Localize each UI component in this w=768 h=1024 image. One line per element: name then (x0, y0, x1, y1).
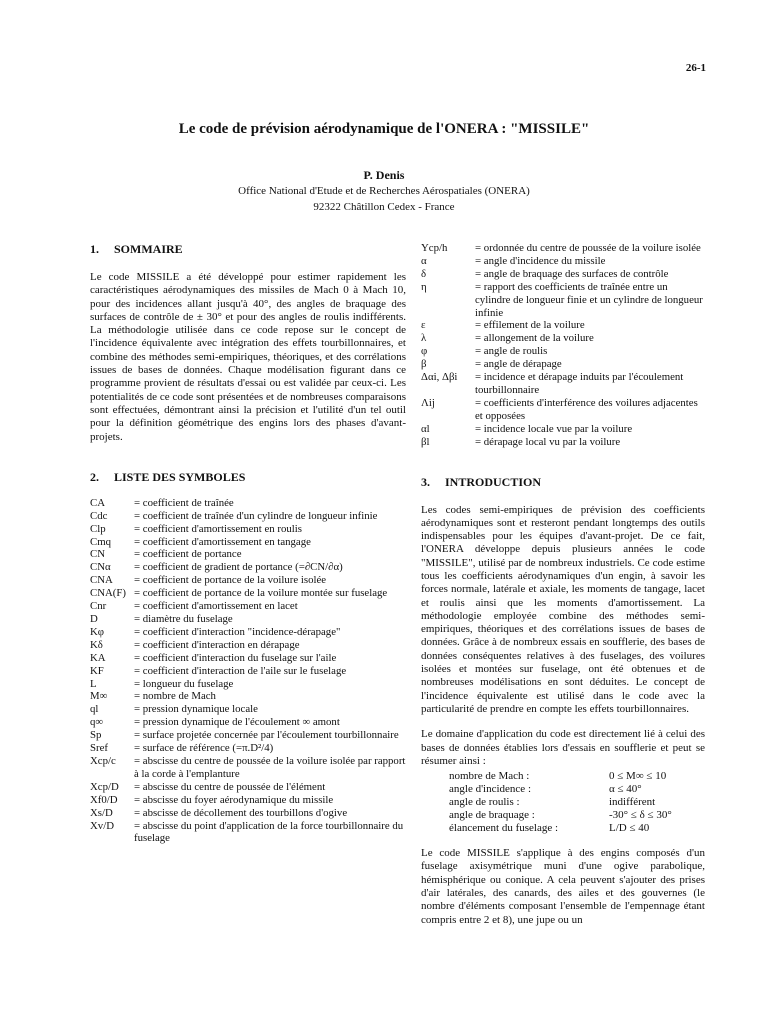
symbol-row (90, 613, 406, 626)
domain-row (449, 822, 705, 835)
symbol-key: CNA (90, 574, 113, 587)
symbol-row (421, 281, 705, 320)
symbol-definition: = diamètre du fuselage (134, 613, 233, 626)
symbol-definition: = coefficients d'interférence des voilures adjacentes et opposées (475, 396, 698, 422)
symbol-row (421, 332, 705, 345)
symbol-key: D (90, 613, 98, 626)
author-name: P. Denis (363, 168, 405, 182)
domain-label: angle de braquage : (449, 809, 535, 822)
symbol-definition: = coefficient de gradient de portance (=∂CN/∂α) (134, 561, 343, 574)
page-number: 26-1 (685, 62, 706, 74)
symbol-definition: = abscisse du foyer aérodynamique du missile (134, 793, 334, 806)
symbol-row (90, 742, 406, 755)
symbol-row (90, 600, 406, 613)
symbol-key: ql (90, 703, 99, 716)
symbol-definition: = incidence et dérapage induits par l'écoulement tourbillonnaire (475, 371, 684, 396)
symbol-row (90, 807, 406, 820)
domain-value: 0 ≤ M∞ ≤ 10 (609, 770, 667, 783)
symbol-definition: = abscisse du centre de poussée de la voilure isolée par rapport à la corde à l'emplanture (134, 754, 406, 780)
symbol-row (90, 820, 406, 846)
symbol-key: α (421, 254, 427, 267)
symbol-definition: = pression dynamique de l'écoulement ∞ amont (134, 716, 340, 729)
symbol-definition: = coefficient d'amortissement en lacet (134, 600, 298, 613)
domain-value: α ≤ 40° (609, 783, 642, 796)
symbol-key: CNA(F) (90, 587, 126, 600)
domain-row (449, 770, 705, 783)
symbol-row (90, 587, 406, 600)
symbol-row (90, 703, 406, 716)
symbol-row (90, 716, 406, 729)
symbol-key: Λij (421, 396, 435, 409)
symbol-definition: = coefficient de traînée d'un cylindre de longueur infinie (134, 509, 378, 522)
symbol-row (421, 345, 705, 358)
symbol-key: CNα (90, 561, 111, 574)
symbol-definition: = ordonnée du centre de poussée de la voilure isolée (475, 242, 701, 254)
symbol-row (90, 510, 406, 523)
symbol-key: Sp (90, 729, 102, 742)
symbol-definition: = abscisse de décollement des tourbillons d'ogive (134, 806, 348, 819)
symbol-row (90, 523, 406, 536)
symbol-key: L (90, 677, 97, 690)
symbol-key: αl (421, 422, 430, 435)
symbol-definition: = nombre de Mach (134, 690, 216, 703)
symbol-row (90, 652, 406, 665)
domain-row (449, 796, 705, 809)
symbol-key: Xv/D (90, 819, 114, 832)
symbol-row (90, 678, 406, 691)
symbol-key: Kδ (90, 638, 103, 651)
intro-paragraph-3: Le code MISSILE s'applique à des engins composés d'un fuselage axisymétrique muni d'une ogive parabolique, hémisphérique ou conique. A cela peuvent s'ajouter des prises d'air latérales, des canards, des ailes et des gouvernes (le nombre d'éléments composant l'ensemble de l'empennage étant compris entre 2 et 8), une jupe ou un (421, 847, 705, 926)
domain-row (449, 809, 705, 822)
symbol-definition: = allongement de la voilure (475, 332, 594, 345)
symbol-key: β (421, 358, 427, 371)
symbol-key: δ (421, 267, 427, 280)
symbol-key: CA (90, 496, 105, 509)
symbol-row (421, 436, 705, 449)
symbol-row (421, 371, 705, 397)
paper-title: Le code de prévision aérodynamique de l'ONERA : "MISSILE" (178, 121, 590, 137)
symbol-key: Cdc (90, 509, 108, 522)
symbol-key: βl (421, 435, 430, 448)
domain-row (449, 783, 705, 796)
symbol-definition: = surface de référence (=π.D²/4) (134, 742, 274, 755)
symbol-definition: = coefficient d'interaction en dérapage (134, 638, 300, 651)
symbol-definition: = coefficient de portance de la voilure montée sur fuselage (134, 587, 388, 600)
symbol-key: Δαi, Δβi (421, 371, 458, 384)
symbol-key: η (421, 280, 427, 293)
symbol-definition: = surface projetée concernée par l'écoulement tourbillonnaire (134, 729, 399, 742)
symbol-key: KF (90, 664, 104, 677)
symbol-definition: = coefficient de portance de la voilure isolée (134, 574, 327, 587)
symbol-definition: = pression dynamique locale (134, 703, 258, 716)
symbol-definition: = abscisse du point d'application de la force tourbillonnaire du fuselage (134, 819, 404, 845)
symbol-key: Ycp/h (421, 242, 448, 254)
symbol-row (90, 794, 406, 807)
sommaire-text: Le code MISSILE a été développé pour estimer rapidement les caractéristiques aérodynamiques des missiles de Mach 0 à Mach 10, pour des incidences allant jusqu'à 40°, des angles de braquage des surfaces de contrôle de ± 30° et pour des angles de roulis indifférents. La méthodologie utilisée dans ce code repose sur le concept de l'incidence équivalente avec intégration des effets tourbillonnaires, et combine des méthodes semi-empiriques, théoriques, et des corrélations issues de bases de données. Chaque modélisation figurant dans ce programme provient de résultats d'essai ou est validée par ceux-ci. Les potentialités de ce code sont présentées et de nombreuses comparaisons sont effectuées, démontrant ainsi la précision et l'utilité d'un tel outil pour la définition géométrique des engins lors des phases d'avant-projets. (90, 271, 406, 443)
intro-paragraph-2: Le domaine d'application du code est directement lié à celui des bases de données établies lors d'essais en soufflerie et peut se résumer ainsi : (421, 728, 705, 767)
symbol-key: ε (421, 319, 426, 332)
symbol-key: Kφ (90, 625, 105, 638)
right-column (421, 242, 705, 927)
symbol-definition: = coefficient d'amortissement en roulis (134, 522, 302, 535)
symbol-definition: = angle de roulis (475, 345, 548, 358)
section-heading-sommaire: 1. SOMMAIRE (90, 242, 183, 256)
symbol-definition: = coefficient de traînée (134, 496, 234, 509)
symbol-row (421, 397, 705, 423)
symbol-definition: = coefficient d'interaction du fuselage sur l'aile (134, 651, 337, 664)
symbol-key: CN (90, 548, 105, 561)
symbol-definition: = longueur du fuselage (134, 677, 234, 690)
symbol-definition: = angle de dérapage (475, 358, 562, 371)
symbol-row (90, 561, 406, 574)
symbol-definition: = rapport des coefficients de traînée entre un cylindre de longueur finie et un cylindre de longueur infinie (475, 280, 703, 319)
symbol-key: Xs/D (90, 806, 113, 819)
symbol-row (90, 626, 406, 639)
symbol-key: Cmq (90, 535, 111, 548)
domain-label: élancement du fuselage : (449, 822, 559, 835)
symbol-row (421, 255, 705, 268)
domain-label: nombre de Mach : (449, 770, 530, 783)
section-heading-introduction: 3. INTRODUCTION (421, 474, 542, 489)
symbol-key: KA (90, 651, 106, 664)
symbol-row (90, 665, 406, 678)
symbol-row (90, 755, 406, 781)
symbol-definition: = coefficient de portance (134, 548, 242, 561)
symbol-definition: = coefficient d'interaction "incidence-dérapage" (134, 625, 341, 638)
symbol-key: φ (421, 345, 428, 358)
symbol-row (90, 729, 406, 742)
symbol-definition: = effilement de la voilure (475, 319, 585, 332)
symbol-row (90, 574, 406, 587)
symbol-definition: = abscisse du centre de poussée de l'élément (134, 780, 326, 793)
symbol-key: λ (421, 332, 427, 345)
symbol-key: Xcp/D (90, 780, 119, 793)
intro-paragraph-1: Les codes semi-empiriques de prévision des coefficients aérodynamiques sont et resteront pendant longtemps des outils indispensables pour les équipes d'avant-projet. De ce fait, l'ONERA développe depuis plusieurs années le code "MISSILE", utilisé par de nombreux industriels. Ce code estime tous les coefficients aérodynamiques d'un engin, à savoir les forces normale, latérale et axiale, les moments de tangage, lacet et roulis ainsi que les moments d'amortissement. La méthodologie employée combine des méthodes semi-empiriques, théoriques et des corrélations issues de bases de données. Grâce à de nombreux essais en soufflerie, des bases de données conséquentes relatives à des fuselages, des voilures isolées et montées sur fuselage, ont été obtenues et de nombreuses modélisations en sont déduites. Le concept de l'incidence équivalente est utilisé dans le code avec la particularité de prendre en compte les effets tourbillonnaires. (421, 503, 705, 715)
domain-value: L/D ≤ 40 (609, 822, 650, 835)
symbol-definition: = coefficient d'interaction de l'aile sur le fuselage (134, 664, 347, 677)
domain-label: angle de roulis : (449, 796, 520, 809)
symbol-definition: = angle d'incidence du missile (475, 254, 606, 267)
symbol-row (90, 497, 406, 510)
application-domain-list (449, 770, 705, 835)
symbol-key: Xf0/D (90, 793, 118, 806)
section-heading-symboles: 2. LISTE DES SYMBOLES (90, 469, 246, 484)
symbol-row (421, 423, 705, 436)
symbol-definition: = angle de braquage des surfaces de contrôle (475, 267, 669, 280)
symbol-row (90, 548, 406, 561)
symbol-key: Xcp/c (90, 754, 116, 767)
symbol-row (90, 690, 406, 703)
symbol-row (421, 358, 705, 371)
symbol-key: Sref (90, 742, 108, 755)
symbol-list-continued (421, 242, 705, 449)
symbol-row (90, 781, 406, 794)
domain-value: indifférent (609, 796, 656, 809)
symbol-definition: = dérapage local vu par la voilure (475, 435, 621, 448)
left-column (90, 242, 406, 845)
symbol-list (90, 497, 406, 845)
domain-value: -30° ≤ δ ≤ 30° (609, 809, 672, 822)
symbol-row (421, 242, 705, 255)
symbol-row (421, 268, 705, 281)
symbol-row (90, 536, 406, 549)
symbol-key: Clp (90, 522, 106, 535)
domain-label: angle d'incidence : (449, 783, 532, 796)
author-affiliation: Office National d'Etude et de Recherches Aérospatiales (ONERA) (238, 185, 530, 197)
author-address: 92322 Châtillon Cedex - France (313, 201, 455, 213)
symbol-row (421, 319, 705, 332)
symbol-key: q∞ (90, 716, 104, 729)
symbol-definition: = incidence locale vue par la voilure (475, 422, 633, 435)
symbol-key: Cnr (90, 600, 107, 613)
symbol-row (90, 639, 406, 652)
symbol-key: M∞ (90, 690, 108, 703)
author-block (0, 167, 768, 215)
symbol-definition: = coefficient d'amortissement en tangage (134, 535, 311, 548)
